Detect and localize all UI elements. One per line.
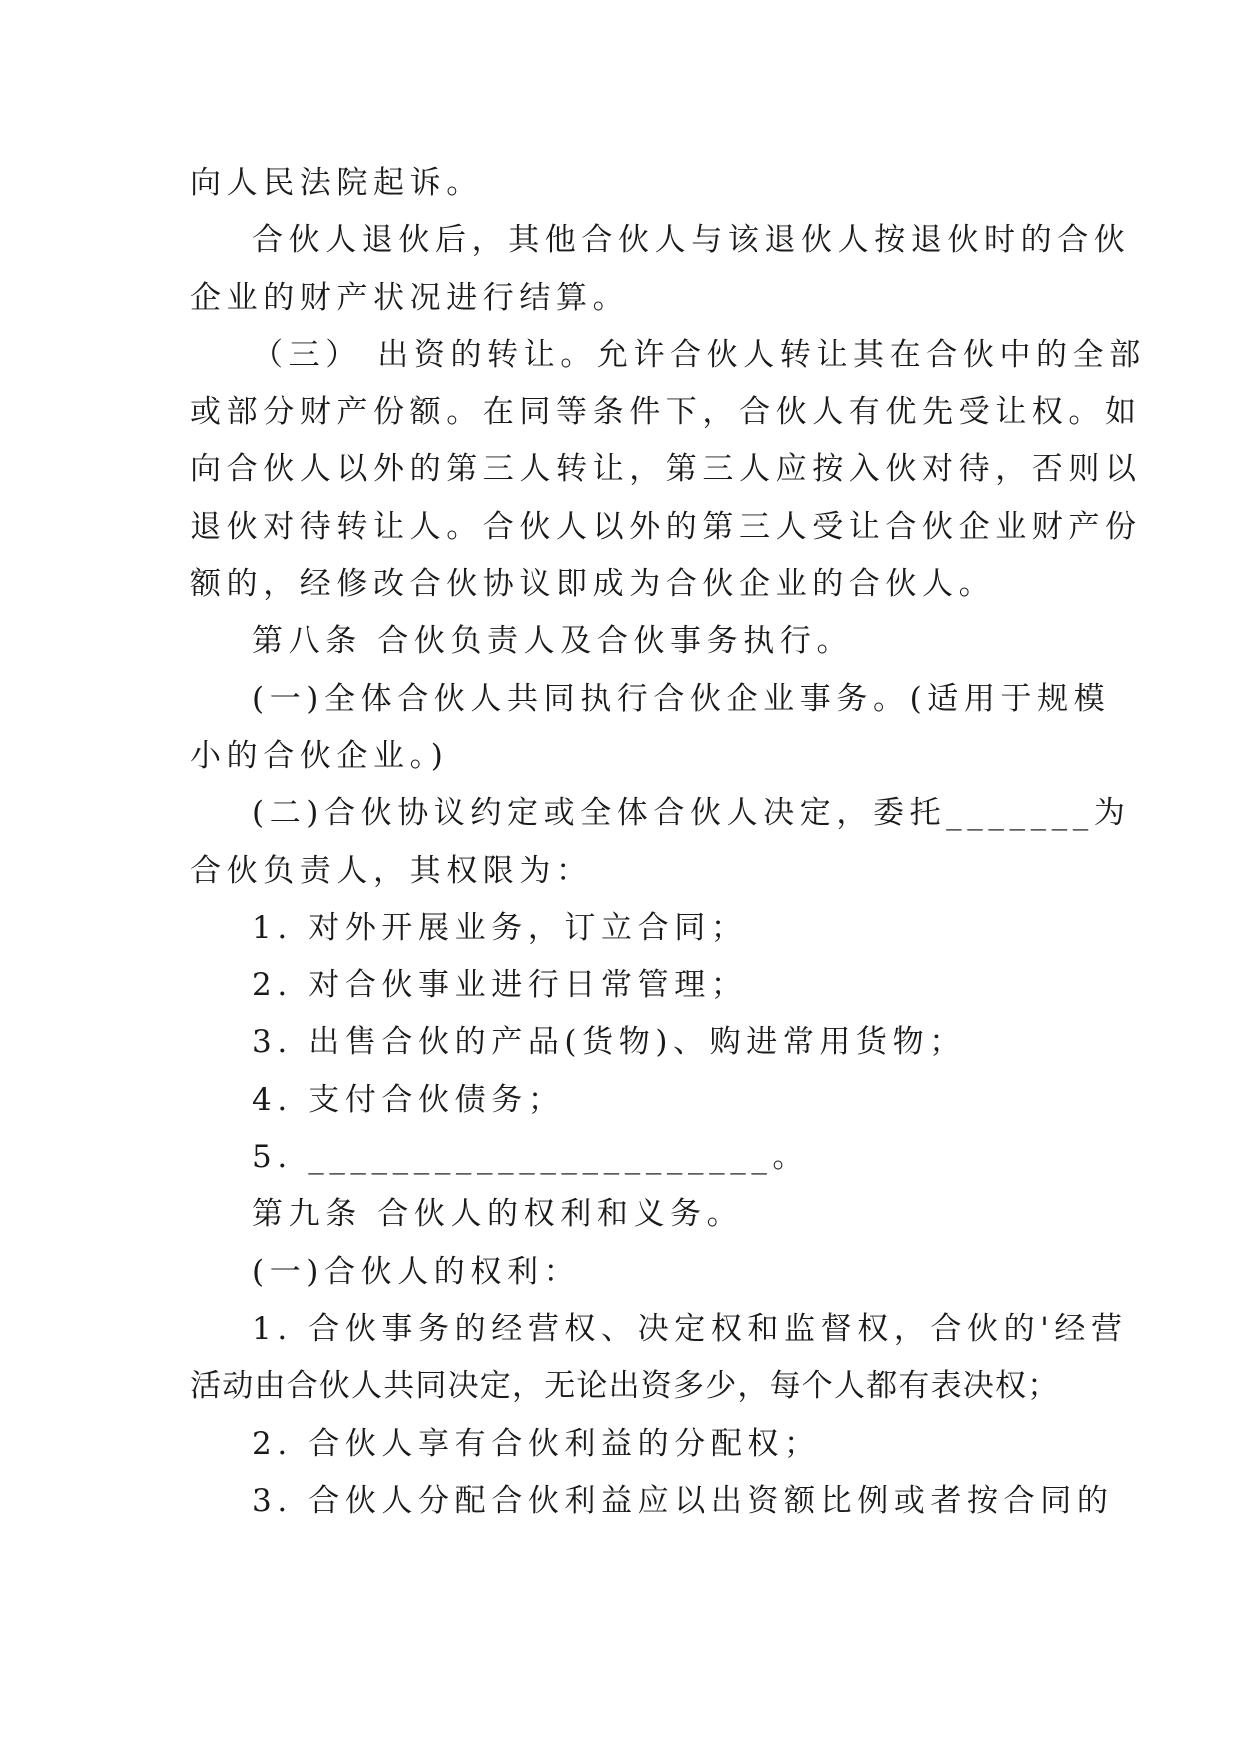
text-line: 向人民法院起诉。 bbox=[190, 165, 483, 201]
document-body bbox=[190, 155, 1146, 1530]
article-heading: 第八条 合伙负责人及合伙事务执行。 bbox=[252, 623, 854, 660]
text-line: 小的合伙企业。) bbox=[190, 737, 449, 774]
text-line: (二)合伙协议约定或全体合伙人决定，委托_______为 bbox=[252, 795, 1131, 832]
article-heading: 第九条 合伙人的权利和义务。 bbox=[252, 1196, 744, 1233]
text-line: 企业的财产状况进行结算。 bbox=[190, 279, 630, 316]
text-line: 额的，经修改合伙协议即成为合伙企业的合伙人。 bbox=[190, 566, 996, 603]
text-line: （三） 出资的转让。允许合伙人转让其在合伙中的全部 bbox=[252, 336, 1146, 373]
text-line: 退伙对待转让人。合伙人以外的第三人受让合伙企业财产份 bbox=[190, 508, 1142, 545]
text-line: (一)合伙人的权利： bbox=[252, 1253, 581, 1290]
text-line: 合伙人退伙后，其他合伙人与该退伙人按退伙时的合伙 bbox=[252, 222, 1131, 259]
list-item: 2. 对合伙事业进行日常管理； bbox=[252, 967, 748, 1004]
text-line: 合伙负责人，其权限为： bbox=[190, 852, 593, 889]
text-line: 活动由合伙人共同决定，无论出资多少，每个人都有表决权； bbox=[190, 1368, 1060, 1405]
list-item: 2. 合伙人享有合伙利益的分配权； bbox=[252, 1425, 821, 1462]
list-item: 3. 合伙人分配合伙利益应以出资额比例或者按合同的 bbox=[252, 1482, 1114, 1519]
text-line: 向合伙人以外的第三人转让，第三人应按入伙对待，否则以 bbox=[190, 451, 1142, 488]
text-line: 或部分财产份额。在同等条件下，合伙人有优先受让权。如 bbox=[190, 394, 1142, 431]
list-item: 3. 出售合伙的产品(货物)、购进常用货物； bbox=[252, 1024, 966, 1061]
list-item: 1. 合伙事务的经营权、决定权和监督权，合伙的'经营 bbox=[252, 1310, 1128, 1347]
text-line: (一)全体合伙人共同执行合伙企业事务。(适用于规模 bbox=[252, 680, 1111, 717]
list-item-blank: 5. ______________________。 bbox=[252, 1139, 810, 1176]
list-item: 1. 对外开展业务，订立合同； bbox=[252, 909, 748, 946]
list-item: 4. 支付合伙债务； bbox=[252, 1081, 565, 1118]
